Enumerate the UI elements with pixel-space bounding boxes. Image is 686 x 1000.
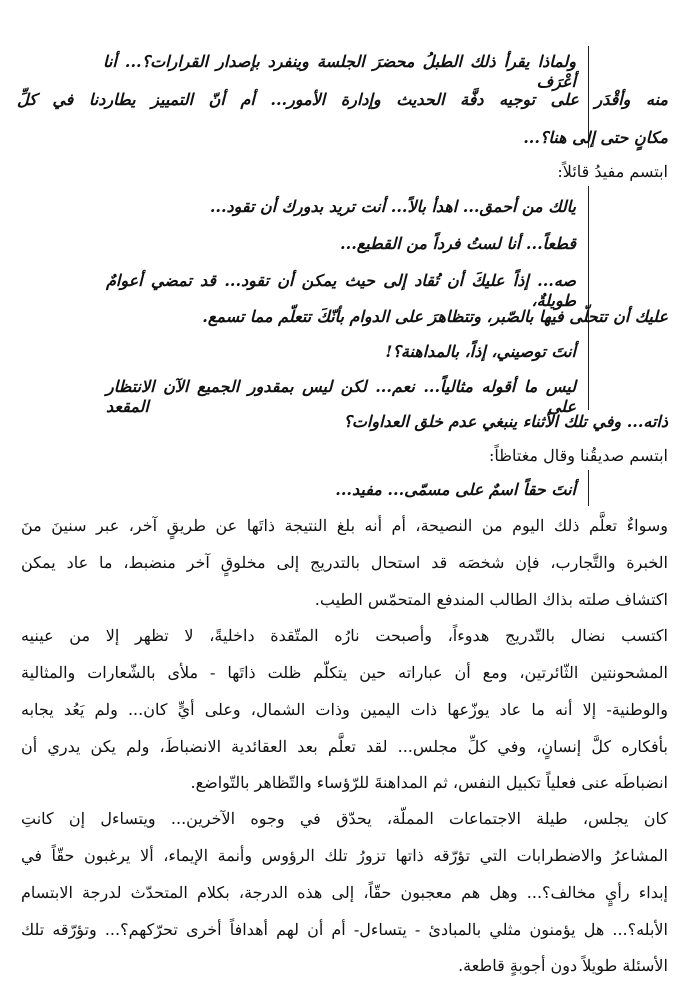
quote-line: قطعاً... أنا لستُ فرداً من القطيع... xyxy=(340,234,576,253)
quote-line: منه وأقْدَر على توجيه دفَّة الحديث وإدارة الأمور... أم أنّ التمييز يطاردنا في كلِّ xyxy=(17,90,668,109)
body-line: اكتسب نضال بالتّدريج هدوءاً، وأصبحت نارُه المتّقدة داخليةً، لا تظهر إلا من عينيه xyxy=(21,626,668,645)
body-line: انضباطَه عنى فعلياً تكبيل النفس، ثم المداهنةَ للرّؤساء والتّظاهر بالتّواضع. xyxy=(190,773,668,792)
quote-line: أنتَ حقاً اسمٌ على مسمّى... مفيد... xyxy=(335,480,576,499)
quote-line: ولماذا يقرأ ذلك الطبلُ محضرَ الجلسة وينفرد بإصدار القرارات؟... أنا أعْرَف xyxy=(103,52,576,91)
narration: ابتسم مفيدُ قائلاً: xyxy=(557,162,668,181)
body-line: كان يجلس، طيلة الاجتماعات المملّة، يحدّق في وجوه الآخرين... ويتساءل إن كانتِ xyxy=(21,809,668,828)
body-line: المشاعرُ والاضطرابات التي تؤرّقه ذاتها تزورُ تلك الرؤوس وأنمة الإيماء، ألا يرغبون حقّاً في xyxy=(21,846,668,865)
narration: ابتسم صديقُنا وقال مغتاظاً: xyxy=(488,446,668,465)
quote-line: أنتَ توصيني، إذاً، بالمداهنة؟! xyxy=(385,342,576,361)
quote-line: عليك أن تتحلّى فيها بالصّبر، وتتظاهرَ على الدوام بأنّكَ تتعلّم مما تسمع. xyxy=(202,307,668,326)
quote-bar xyxy=(588,186,589,410)
quote-bar xyxy=(588,470,589,506)
body-line: بأفكاره كلَّ إنسانٍ، وفي كلِّ مجلس... لقد تعلَّم بعد العقائدية الانضباطَ، ولم يكن يدري أن xyxy=(21,737,669,756)
body-line: الأسئلة طويلاً دون أجوبةٍ قاطعة. xyxy=(458,956,668,975)
body-line: المشحونتين الثّائرتين، ومع أن عباراته حين يتكلّم ظلت ذاتَها - ملأى بالشّعارات والمثالية xyxy=(21,663,668,682)
body-line: إبداء رأيٍ مخالف؟... وهل هم معجبون حقّاً، إلى هذه الدرجة، بكلام المتحدّث لدرجة الابتسام xyxy=(21,883,668,902)
quote-line: ليس ما أقوله مثالياً... نعم... لكن ليس بمقدور الجميع الآن الانتظار على المقعد xyxy=(106,377,576,416)
quote-line: ذاته... وفي تلك الأثناء ينبغي عدم خلق العداوات؟ xyxy=(343,412,668,431)
body-line: والوطنية- إلا أنه ما عاد يوزّعها ذات اليمين وذات الشمال، وعلى أيٍّ كان... ولم يَعُد يجابه xyxy=(21,700,668,719)
body-line: الخبرة والتَّجارب، فإن شخصَه قد استحال بالتدريج إلى مخلوقٍ آخر منضبط، ما عاد يمكن xyxy=(21,553,668,572)
body-line: الأبله؟... هل يؤمنون مثلي بالمبادئ - يتساءل- أم أن لهم أهدافاً أخرى تحرّكهم؟... وتؤرّقه تلك xyxy=(21,920,668,939)
quote-line: مكانٍ حتى إلى هنا؟... xyxy=(523,128,668,147)
body-line: اكتشاف صلته بذاك الطالب المندفع المتحمّس الطيب. xyxy=(314,590,668,609)
body-line: وسواءٌ تعلَّم ذلك اليوم من النصيحة، أم أنه بلغ النتيجة ذاتَها عن طريقٍ آخر، عبر سنينَ منَ xyxy=(21,516,668,535)
quote-line: صه... إذاً عليكَ أن تُقاد إلى حيث يمكن أن تقود... قد تمضي أعوامٌ طويلةٌ، xyxy=(106,271,576,310)
quote-line: يالك من أحمق... اهدأ بالاً... أنت تريد بدورك أن تقود... xyxy=(209,197,576,216)
